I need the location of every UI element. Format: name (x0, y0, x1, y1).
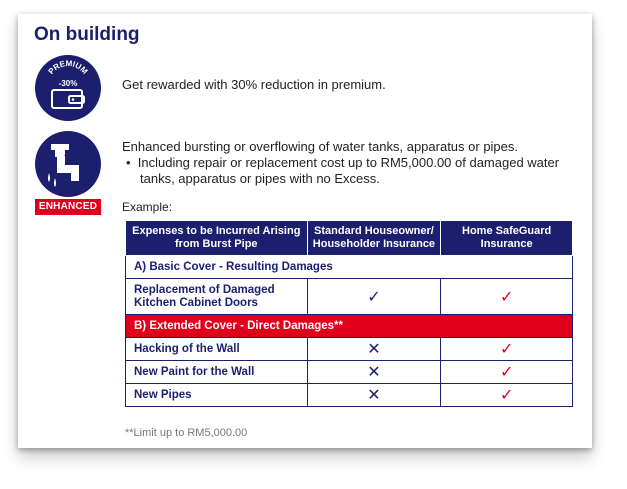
burst-pipe-icon (35, 131, 101, 197)
footnote: **Limit up to RM5,000.00 (125, 427, 248, 439)
cross-icon: ✕ (307, 384, 441, 407)
enhanced-badge (35, 131, 101, 197)
row-label: New Pipes (126, 384, 308, 407)
table-row (126, 338, 573, 361)
table-row (126, 361, 573, 384)
premium-badge-value: -30% (58, 79, 78, 88)
example-label: Example: (122, 200, 173, 214)
section-b-title: B) Extended Cover - Direct Damages** (126, 315, 573, 338)
wallet-icon (35, 55, 101, 121)
table-row (126, 384, 573, 407)
section-title: On building (34, 24, 140, 45)
table-header-row (126, 221, 573, 256)
enhanced-label: ENHANCED (35, 199, 101, 215)
cross-icon: ✕ (307, 361, 441, 384)
check-icon: ✓ (441, 384, 573, 407)
check-icon: ✓ (441, 338, 573, 361)
cross-icon: ✕ (307, 338, 441, 361)
check-icon: ✓ (441, 361, 573, 384)
section-b-row (126, 315, 573, 338)
section-a-title: A) Basic Cover - Resulting Damages (126, 256, 573, 279)
row-label: Hacking of the Wall (126, 338, 308, 361)
table-row (126, 279, 573, 315)
header-expenses: Expenses to be Incurred Arising from Burst Pipe (126, 221, 308, 256)
row-label: Replacement of Damaged Kitchen Cabinet Doors (126, 279, 308, 315)
enhanced-description: Enhanced bursting or overflowing of water tanks, apparatus or pipes. (122, 139, 519, 154)
check-icon: ✓ (307, 279, 441, 315)
check-icon: ✓ (441, 279, 573, 315)
header-standard: Standard Houseowner/ Householder Insurance (307, 221, 441, 256)
premium-description: Get rewarded with 30% reduction in premium. (122, 77, 386, 92)
header-safeguard: Home SafeGuard Insurance (441, 221, 573, 256)
comparison-table (125, 220, 573, 407)
premium-badge (35, 55, 101, 121)
premium-badge-text: PREMIUM (46, 58, 90, 76)
info-card (18, 14, 592, 448)
svg-text:PREMIUM (47, 59, 90, 76)
enhanced-description-block (122, 139, 582, 187)
enhanced-bullet: • Including repair or replacement cost up to RM5,000.00 of damaged water tanks, apparatus or pipes with no Excess. (126, 155, 560, 186)
enhanced-bullet-text: Including repair or replacement cost up to RM5,000.00 of damaged water tanks, apparatus or pipes with no Excess. (137, 155, 560, 186)
section-a-row (126, 256, 573, 279)
row-label: New Paint for the Wall (126, 361, 308, 384)
